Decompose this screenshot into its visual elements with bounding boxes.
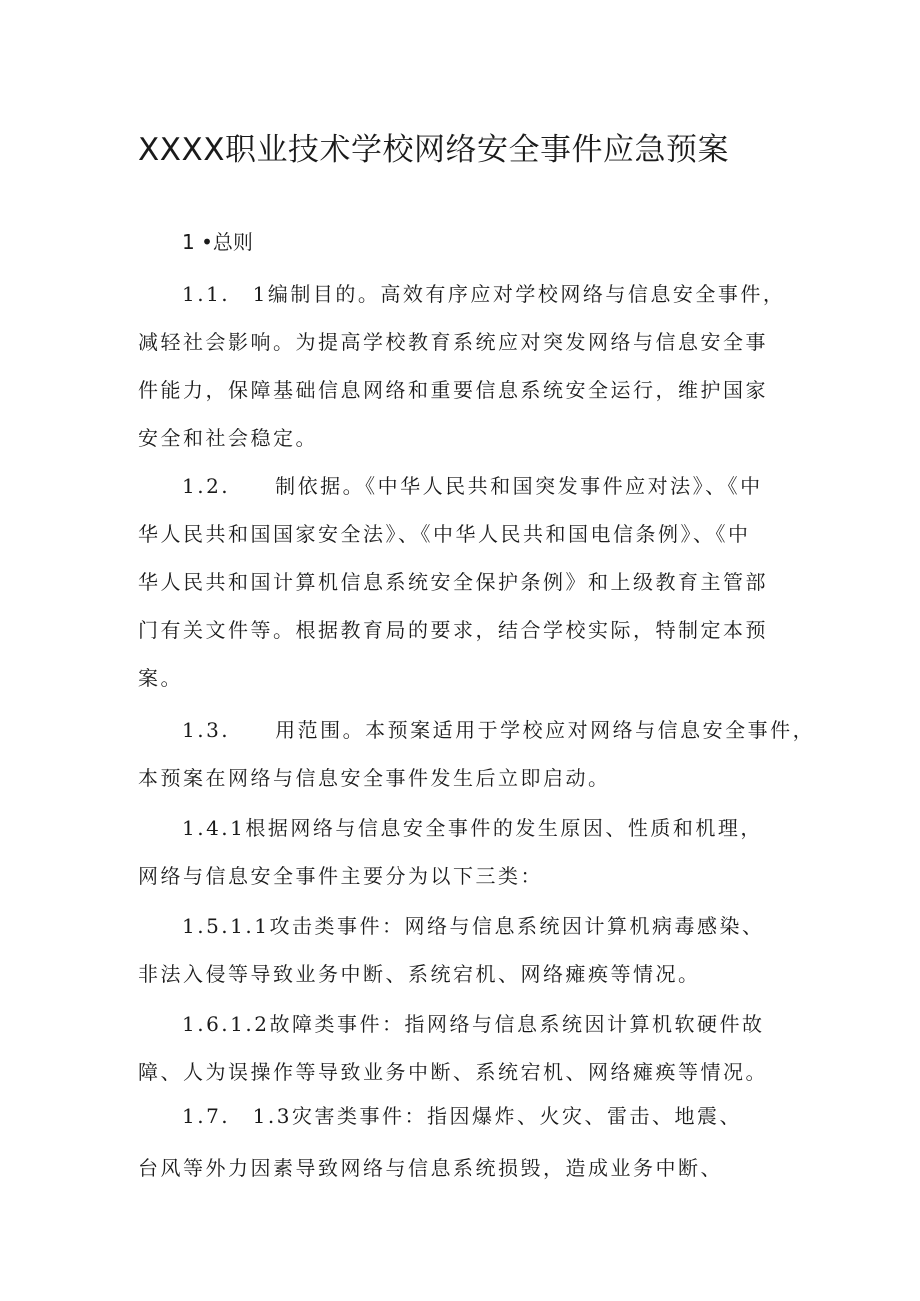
paragraph-line: 门有关文件等。根据教育局的要求，结合学校实际，特制定本预 [138,618,768,642]
paragraph-line: 华人民共和国计算机信息系统安全保护条例》和上级教育主管部 [138,570,768,594]
paragraph-line: 1.5.1.1攻击类事件：网络与信息系统因计算机病毒感染、 [182,914,765,938]
paragraph-line: 件能力，保障基础信息网络和重要信息系统安全运行，维护国家 [138,378,768,402]
paragraph-line: 障、人为误操作等导致业务中断、系统宕机、网络瘫痪等情况。 [138,1060,768,1084]
paragraph-line: 1.7. 1.3灾害类事件：指因爆炸、火灾、雷击、地震、 [182,1104,742,1128]
paragraph-line: 安全和社会稳定。 [138,426,318,450]
paragraph-line: 本预案在网络与信息安全事件发生后立即启动。 [138,766,611,790]
paragraph-line: 1.4.1根据网络与信息安全事件的发生原因、性质和机理， [182,816,763,840]
paragraph-line: 案。 [138,666,183,690]
paragraph-line: 非法入侵等导致业务中断、系统宕机、网络瘫痪等情况。 [138,962,701,986]
document-title: XXXX职业技术学校网络安全事件应急预案 [138,132,729,168]
paragraph-line: 1.2. 制依据。《中华人民共和国突发事件应对法》、《中 [182,474,763,498]
paragraph-line: 华人民共和国国家安全法》、《中华人民共和国电信条例》、《中 [138,522,751,546]
paragraph-line: 网络与信息安全事件主要分为以下三类： [138,864,543,888]
section-heading: 1 •总则 [182,230,253,254]
paragraph-line: 1.3. 用范围。本预案适用于学校应对网络与信息安全事件， [182,718,816,742]
paragraph-line: 1.6.1.2故障类事件：指网络与信息系统因计算机软硬件故 [182,1012,765,1036]
paragraph-line: 台风等外力因素导致网络与信息系统损毁，造成业务中断、 [138,1156,723,1180]
paragraph-line: 1.1. 1编制目的。高效有序应对学校网络与信息安全事件， [182,282,786,306]
paragraph-line: 减轻社会影响。为提高学校教育系统应对突发网络与信息安全事 [138,330,768,354]
